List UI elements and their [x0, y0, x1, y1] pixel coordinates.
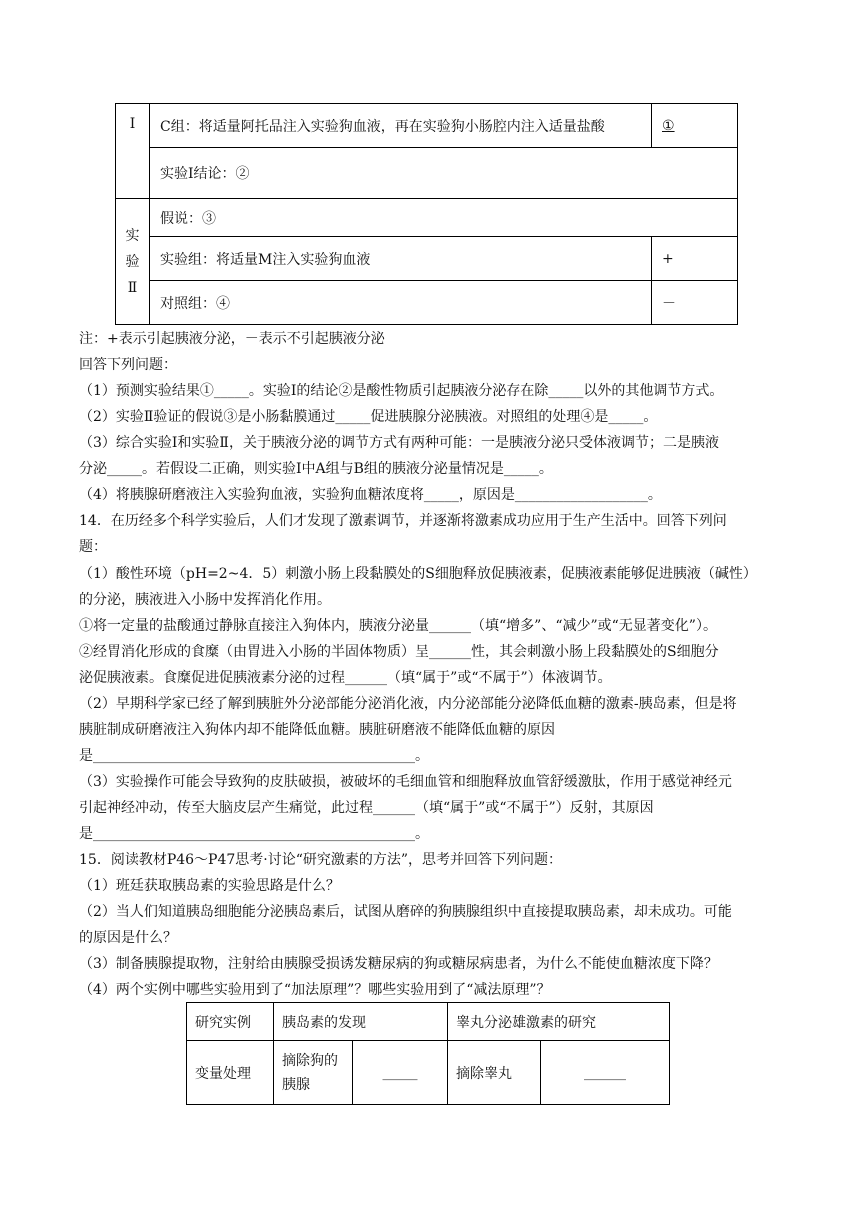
row-variable-handling: 变量处理	[187, 1041, 274, 1105]
q14-part-2-line-3: 是______________________________________________。	[79, 748, 429, 764]
roman-numeral-one: Ⅰ	[116, 104, 150, 199]
q14-part-1-line-2: 的分泌，胰液进入小肠中发挥消化作用。	[79, 592, 331, 608]
remove-dog-pancreas: 摘除狗的胰腺	[274, 1041, 353, 1105]
q15-part-2-line-1: （2）当人们知道胰岛细胞能分泌胰岛素后，试图从磨碎的狗胰腺组织中直接提取胰岛素，却未成功。可能	[79, 904, 732, 920]
q13-part-4: （4）将胰腺研磨液注入实验狗血液，实验狗血糖浓度将_____，原因是___________________。	[79, 487, 662, 503]
remove-testis: 摘除睾丸	[448, 1041, 541, 1105]
hypothesis-cell: 假说：③	[150, 199, 738, 237]
q13-part-3-line-1: （3）综合实验Ⅰ和实验Ⅱ，关于胰液分泌的调节方式有两种可能：一是胰液分泌只受体液调节；二是胰液	[79, 435, 719, 451]
q14-part-2-line-2: 胰脏制成研磨液注入狗体内却不能降低血糖。胰脏研磨液不能降低血糖的原因	[79, 722, 555, 738]
q14-part-1-item-2-line-2: 泌促胰液素。食糜促进促胰液素分泌的过程______（填“属于”或“不属于”）体液调节。	[79, 670, 612, 686]
table-note: 注：+表示引起胰液分泌，－表示不引起胰液分泌	[79, 331, 385, 347]
q15-stem: 15．阅读教材P46～P47思考·讨论“研究激素的方法”，思考并回答下列问题：	[79, 852, 563, 868]
experimental-group-result: +	[652, 237, 738, 281]
q14-part-1-item-1: ①将一定量的盐酸通过静脉直接注入狗体内，胰液分泌量______（填“增多”、“减少”或“无显著变化”）。	[79, 618, 717, 634]
answer-prompt: 回答下列问题：	[79, 357, 177, 373]
q14-part-3-line-2: 引起神经冲动，传至大脑皮层产生痛觉，此过程______（填“属于”或“不属于”）反射，其原因	[79, 800, 654, 816]
control-group-result: －	[652, 281, 738, 325]
q13-part-2: （2）实验Ⅱ验证的假说③是小肠黏膜通过_____促进胰腺分泌胰液。对照组的处理④是_____。	[79, 409, 658, 425]
experimental-group-cell: 实验组：将适量M注入实验狗血液	[150, 237, 652, 281]
experiment-1-conclusion: 实验Ⅰ结论：②	[150, 148, 738, 199]
q14-part-1-item-2-line-1: ②经胃消化形成的食糜（由胃进入小肠的半固体物质）呈______性，其会刺激小肠上段黏膜处的S细胞分	[79, 644, 719, 660]
c-group-result: ①	[652, 104, 738, 148]
q15-part-1: （1）班廷获取胰岛素的实验思路是什么？	[79, 878, 340, 894]
q14-part-3-line-3: 是______________________________________________。	[79, 826, 429, 842]
header-insulin-discovery: 胰岛素的发现	[274, 1003, 448, 1041]
q14-part-3-line-1: （3）实验操作可能会导致狗的皮肤破损，被破坏的毛细血管和细胞释放血管舒缓激肽，作用于感觉神经元	[79, 774, 732, 790]
c-group-cell: C组：将适量阿托品注入实验狗血液，再在实验狗小肠腔内注入适量盐酸	[150, 104, 652, 148]
experiment-table	[115, 103, 738, 325]
q13-part-3-line-2: 分泌_____。若假设二正确，则实验Ⅰ中A组与B组的胰液分泌量情况是_____。	[79, 461, 553, 477]
q13-part-1: （1）预测实验结果①_____。实验Ⅰ的结论②是酸性物质引起胰液分泌存在除_____以外的其他调节方式。	[79, 383, 724, 399]
experiment-2-label: 实验Ⅱ	[116, 199, 150, 325]
answer-blank-testis: ______	[541, 1041, 670, 1105]
header-testis-androgen-study: 睾丸分泌雄激素的研究	[448, 1003, 670, 1041]
control-group-cell: 对照组：④	[150, 281, 652, 325]
q14-part-1-line-1: （1）酸性环境（pH=2~4．5）刺激小肠上段黏膜处的S细胞释放促胰液素，促胰液素能够促进胰液（碱性）	[79, 566, 757, 582]
q15-part-3: （3）制备胰腺提取物，注射给由胰腺受损诱发糖尿病的狗或糖尿病患者，为什么不能使血糖浓度下降？	[79, 956, 718, 972]
q14-stem-line-2: 题：	[79, 539, 107, 555]
q14-stem-line-1: 14．在历经多个科学实验后，人们才发现了激素调节，并逐渐将激素成功应用于生产生活中。回答下列问	[79, 513, 727, 529]
header-research-example: 研究实例	[187, 1003, 274, 1041]
q15-part-2-line-2: 的原因是什么？	[79, 930, 177, 946]
answer-blank-insulin: _____	[353, 1041, 448, 1105]
research-methods-table	[186, 1002, 670, 1105]
q15-part-4: （4）两个实例中哪些实验用到了“加法原理”？哪些实验用到了“减法原理”？	[79, 982, 551, 998]
q14-part-2-line-1: （2）早期科学家已经了解到胰脏外分泌部能分泌消化液，内分泌部能分泌降低血糖的激素-胰岛素，但是将	[79, 696, 737, 712]
